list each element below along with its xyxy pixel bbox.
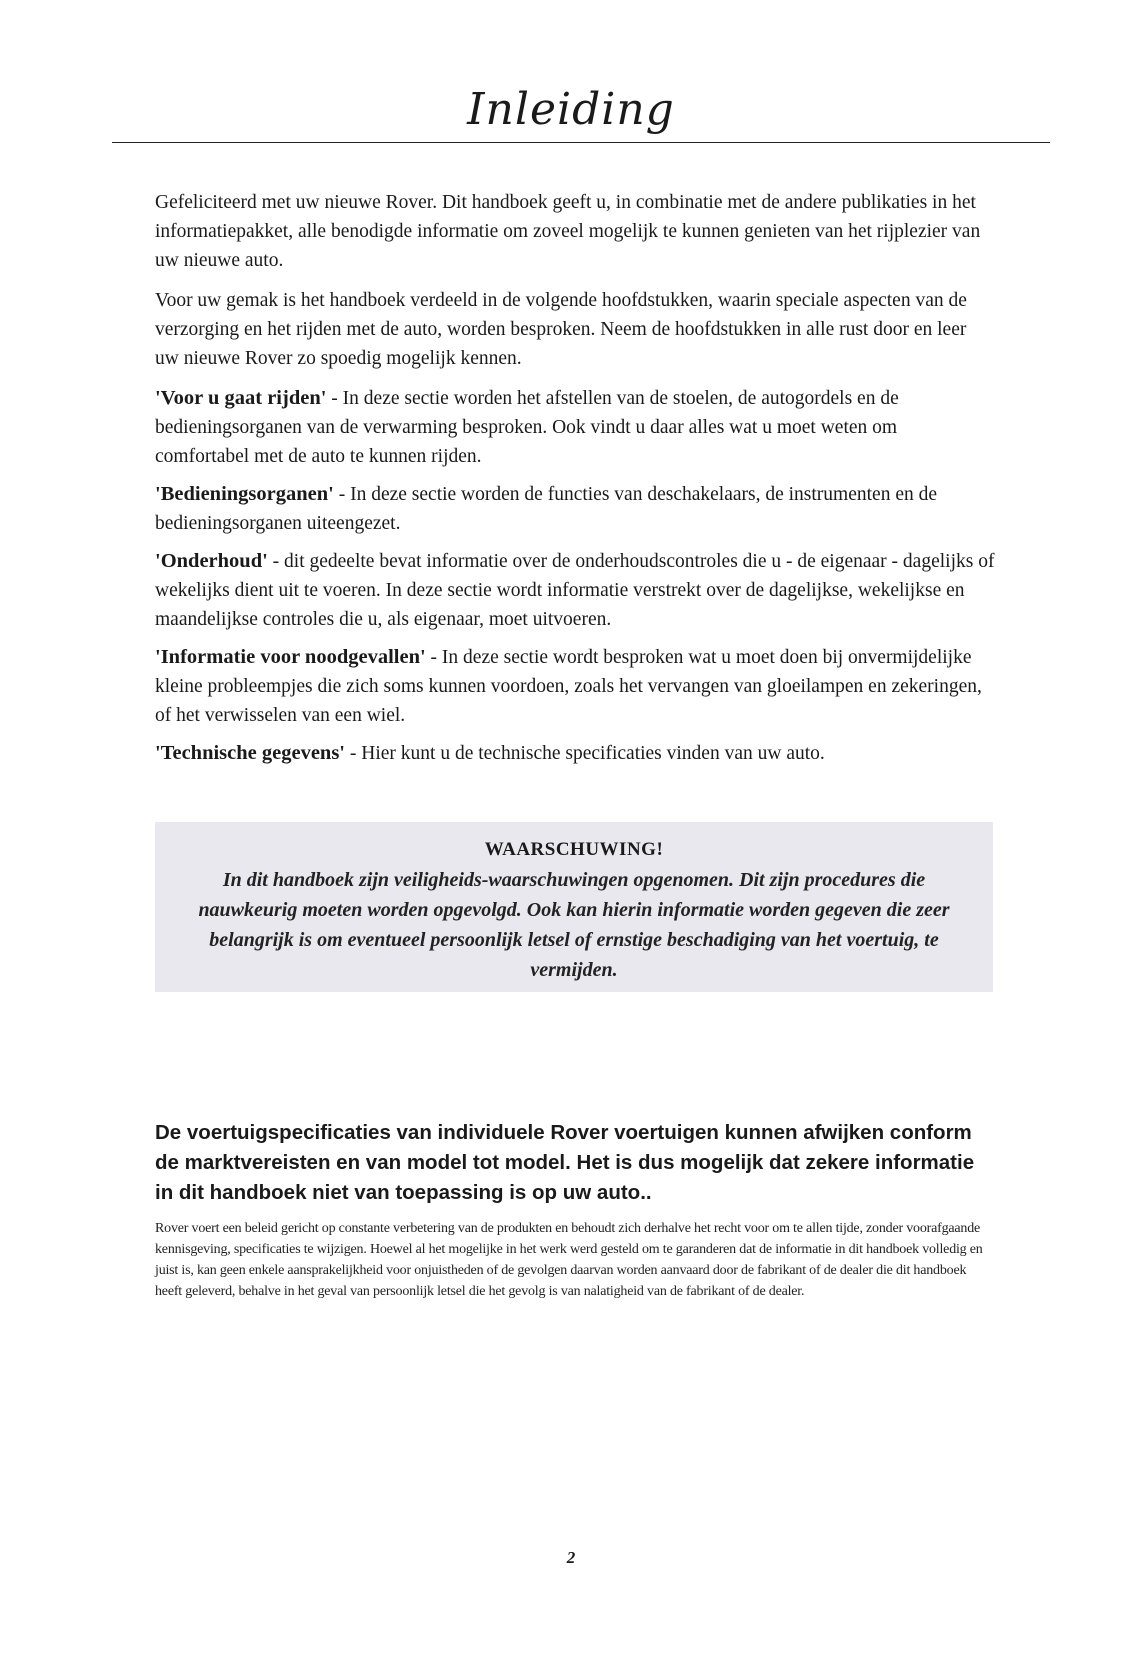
section-term: 'Informatie voor noodgevallen'	[155, 646, 426, 668]
disclaimer-text: Rover voert een beleid gericht op constante verbetering van de produkten en behoudt zich derhalve het recht voor om te allen tijde, zonder voorafgaande kennisgeving, specificaties te wijzigen. Hoewel al het mogelijke in het werk werd gesteld om te garanderen dat de informatie in dit handboek volledig en juist is, kan geen enkele aansprakelijkheid voor onjuistheden of de gevolgen daarvan worden aanvaard door de fabrikant of de dealer die dit handboek heeft geleverd, behalve in het geval van persoonlijk letsel die het gevolg is van nalatigheid van de fabrikant of de dealer.	[155, 1221, 983, 1299]
warning-heading: WAARSCHUWING!	[484, 839, 664, 860]
section-term: 'Technische gegevens'	[155, 742, 346, 764]
section-bedieningsorganen	[155, 480, 995, 538]
section-term: 'Bedieningsorganen'	[155, 483, 334, 505]
intro-paragraph: Voor uw gemak is het handboek verdeeld in de volgende hoofdstukken, waarin speciale aspecten van de verzorging en het rijden met de auto, worden besproken. Neem de hoofdstukken in alle rust door en leer uw nieuwe Rover zo spoedig mogelijk kennen.	[155, 290, 967, 369]
section-description: - In deze sectie wordt besproken wat u moet doen bij onvermijdelijke kleine probleempjes die zich soms kunnen voordoen, zoals het vervangen van gloeilampen en zekeringen, of het verwisselen van een wiel.	[155, 647, 982, 726]
section-description: - Hier kunt u de technische specificaties vinden van uw auto.	[345, 743, 825, 764]
intro-paragraph: Gefeliciteerd met uw nieuwe Rover. Dit handboek geeft u, in combinatie met de andere publikaties in het informatiepakket, alle benodigde informatie om zoveel mogelijk te kunnen genieten van het rijplezier van uw nieuwe auto.	[155, 192, 981, 271]
section-technische-gegevens	[155, 739, 995, 768]
section-description: - In deze sectie worden het afstellen van de stoelen, de autogordels en de bedieningsorganen van de verwarming besproken. Ook vindt u daar alles wat u moet weten om comfortabel met de auto te kunnen rijden.	[155, 388, 899, 467]
page-number: 2	[566, 1548, 576, 1567]
section-informatie-voor-noodgevallen	[155, 643, 995, 730]
specifications-notice: De voertuigspecificaties van individuele Rover voertuigen kunnen afwijken conform de marktvereisten en van model tot model. Het is dus mogelijk dat zekere informatie in dit handboek niet van toepassing is op uw auto..	[155, 1121, 975, 1204]
warning-body: In dit handboek zijn veiligheids-waarschuwingen opgenomen. Dit zijn procedures die nauwkeurig moeten worden opgevolgd. Ook kan hierin informatie worden gegeven die zeer belangrijk is om eventueel persoonlijk letsel of ernstige beschadiging van het voertuig, te vermijden.	[198, 869, 950, 981]
warning-box	[155, 822, 993, 992]
intro-content	[155, 188, 995, 777]
section-onderhoud	[155, 547, 995, 634]
section-term: 'Onderhoud'	[155, 550, 268, 572]
page-title: Inleiding	[467, 84, 675, 135]
section-term: 'Voor u gaat rijden'	[155, 387, 327, 409]
title-divider	[112, 142, 1050, 143]
section-description: - dit gedeelte bevat informatie over de onderhoudscontroles die u - de eigenaar - dagelijks of wekelijks dient uit te voeren. In deze sectie wordt informatie verstrekt over de dagelijkse, wekelijkse en maandelijkse controles die u, als eigenaar, moet uitvoeren.	[155, 551, 995, 630]
section-voor-u-gaat-rijden	[155, 384, 995, 471]
section-description: - In deze sectie worden de functies van deschakelaars, de instrumenten en de bedieningsorganen uiteengezet.	[155, 484, 938, 534]
